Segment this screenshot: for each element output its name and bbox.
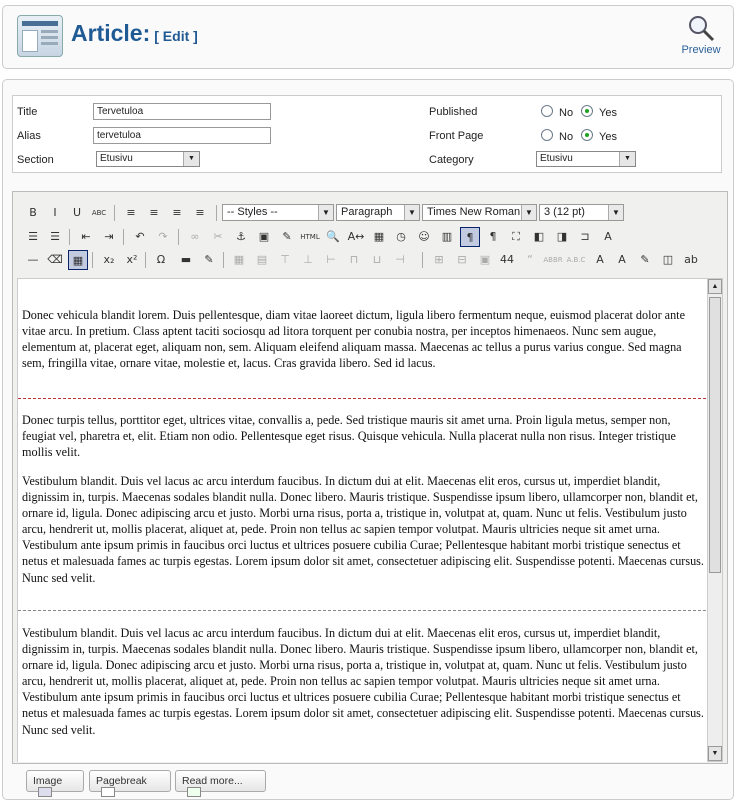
section-select[interactable]: Etusivu ▼ — [96, 151, 200, 167]
outdent-icon[interactable]: ⇤ — [81, 230, 91, 243]
title-label: Title — [17, 106, 38, 118]
redo-icon[interactable]: ↷ — [158, 230, 168, 243]
readmore-button[interactable] — [175, 770, 266, 792]
align-left-icon[interactable]: ≡ — [126, 206, 136, 219]
frontpage-no-radio[interactable] — [541, 129, 553, 141]
insert-date-icon[interactable]: ▦ — [373, 230, 385, 243]
align-justify-icon[interactable]: ≡ — [195, 206, 205, 219]
bold-icon[interactable]: B — [29, 206, 37, 219]
image-icon — [38, 787, 52, 797]
quote-icon[interactable]: “ — [527, 253, 533, 266]
superscript-icon[interactable]: x² — [126, 253, 138, 266]
hr-advanced-icon[interactable]: ▬ — [180, 253, 192, 266]
horizontal-rule-icon[interactable]: — — [27, 253, 39, 266]
col-before-icon[interactable]: ⊓ — [349, 253, 359, 266]
indent-icon[interactable]: ⇥ — [104, 230, 114, 243]
category-select[interactable]: Etusivu ▼ — [536, 151, 636, 167]
spellcheck-icon[interactable]: ab — [684, 253, 698, 266]
toolbar-separator — [123, 229, 124, 245]
section-label: Section — [17, 154, 54, 166]
frontpage-yes-radio[interactable] — [581, 129, 593, 141]
italic-icon[interactable]: I — [53, 206, 57, 219]
pagebreak-icon — [101, 787, 115, 797]
preview-button[interactable] — [676, 14, 726, 56]
toolbar-separator — [92, 252, 93, 268]
frontpage-yes-label: Yes — [599, 131, 617, 143]
readmore-button-label: Read more... — [182, 775, 243, 787]
readmore-line — [18, 610, 706, 611]
image-button-label: Image — [33, 775, 63, 787]
template-icon[interactable]: ◫ — [662, 253, 674, 266]
editor-scrollbar[interactable] — [707, 278, 723, 762]
frontpage-no-label: No — [559, 131, 574, 143]
merge-cells-icon[interactable]: ⊟ — [457, 253, 467, 266]
page-title: Article: [ Edit ] — [71, 20, 198, 46]
strikethrough-icon[interactable]: ABC — [91, 209, 107, 217]
pagebreak-line — [18, 398, 706, 399]
article-details — [12, 95, 722, 173]
font-select[interactable]: Times New Roman ▼ — [422, 204, 537, 221]
page-subtitle: [ Edit ] — [154, 28, 198, 44]
layer-back-icon[interactable]: ◨ — [556, 230, 568, 243]
styles-select[interactable]: -- Styles -- ▼ — [222, 204, 334, 221]
acronym-icon[interactable]: A.B.C — [566, 256, 586, 264]
toolbar-separator — [114, 205, 115, 221]
published-yes-radio[interactable] — [581, 105, 593, 117]
align-center-icon[interactable]: ≡ — [149, 206, 159, 219]
subscript-icon[interactable]: x₂ — [103, 253, 115, 266]
col-after-icon[interactable]: ⊔ — [372, 253, 382, 266]
image-button[interactable] — [26, 770, 84, 792]
numbered-list-icon[interactable]: ☰ — [50, 230, 60, 243]
paragraph-3: Vestibulum blandit. Duis vel lacus ac arcu interdum faucibus. In dictum dui at elit. Maecenas elit eros, cursus ut, imperdiet blandit, dignissim in, turpis. Maecenas sodales blandit nulla. Donec libero. Mauris tristique. Suspendisse ipsum libero, ullamcorper non, blandit et, ornare id, ligula. Donec adipiscing arcu et justo. Morbi urna risus, porta a, tristique in, volutpat at, quam. Nunc ut felis. Vestibulum justo arcu, hendrerit ut, mollis placerat, aliquet at, pede. Proin non tellus ac sapien tempor volutpat. Mauris ultricies neque sit amet urna. Vestibulum ante ipsum primis in faucibus orci luctus et ultrices posuere cubilia Curae; Pellentesque habitant morbi tristique senectus et netus et malesuada fames ac turpis egestas. Lorem ipsum dolor sit amet, consectetuer adipiscing elit. Suspendisse potenti. Maecenas cursus. Nunc sed velit. — [22, 474, 704, 585]
size-select[interactable]: 3 (12 pt) ▼ — [539, 204, 624, 221]
frontpage-label: Front Page — [429, 130, 484, 142]
anchor-icon[interactable]: ⚓ — [236, 230, 246, 243]
cell-props-icon[interactable]: ▣ — [479, 253, 491, 266]
edit-icon[interactable]: ✎ — [204, 253, 214, 266]
article-icon — [17, 15, 63, 57]
chevron-down-icon: ▼ — [521, 205, 536, 220]
row-before-icon[interactable]: ⊤ — [280, 253, 290, 266]
chevron-down-icon: ▼ — [183, 152, 199, 166]
unlink-icon[interactable]: ✂ — [213, 230, 223, 243]
attribs-icon[interactable]: ✎ — [640, 253, 650, 266]
text-color-icon[interactable]: A — [604, 230, 612, 243]
pagebreak-button[interactable] — [89, 770, 171, 792]
link-icon[interactable]: ∞ — [190, 230, 200, 243]
chevron-down-icon: ▼ — [619, 152, 635, 166]
toolbar-separator — [216, 205, 217, 221]
scroll-thumb[interactable] — [709, 297, 721, 573]
published-label: Published — [429, 106, 478, 118]
toolbar-row-3 — [20, 250, 720, 270]
image-icon[interactable]: ▣ — [258, 230, 270, 243]
format-select[interactable]: Paragraph ▼ — [336, 204, 420, 221]
alias-input[interactable] — [93, 127, 271, 144]
ltr-icon[interactable]: ¶ — [460, 227, 480, 247]
cleanup-icon[interactable]: ✎ — [282, 230, 292, 243]
paragraph-2: Donec turpis tellus, porttitor eget, ultrices vitae, convallis a, pede. Sed tristique mauris sit amet urna. Proin ligula metus, semper non, feugiat vel, pharetra et, elit. Etiam non odio. Pellentesque eget risus. Quisque vehicula. Nulla placerat nulla non risus. Integer tristique mollis velit. — [22, 413, 676, 460]
toolbar-separator — [178, 229, 179, 245]
scroll-up-icon[interactable]: ▲ — [708, 279, 722, 294]
toolbar-separator — [145, 252, 146, 268]
page-header — [2, 5, 734, 69]
undo-icon[interactable]: ↶ — [135, 230, 145, 243]
visual-aid-icon[interactable]: ▦ — [68, 250, 88, 270]
row-after-icon[interactable]: ⊥ — [303, 253, 313, 266]
rtl-icon[interactable]: ¶ — [489, 230, 497, 243]
published-no-radio[interactable] — [541, 105, 553, 117]
replace-icon[interactable]: A↔ — [347, 230, 365, 243]
chevron-down-icon: ▼ — [318, 205, 333, 220]
toolbar-row-1 — [20, 203, 720, 223]
toolbar-separator — [422, 252, 423, 268]
html-icon[interactable]: HTML — [300, 233, 320, 241]
cite-icon[interactable]: 44 — [500, 253, 514, 266]
table-props-icon[interactable]: ▤ — [256, 253, 268, 266]
pagebreak-button-label: Pagebreak — [96, 775, 147, 787]
editor-content[interactable] — [17, 278, 707, 762]
title-input[interactable] — [93, 103, 271, 120]
paragraph-1: Donec vehicula blandit lorem. Duis pellentesque, diam vitae laoreet dictum, ligula libero fermentum neque, euismod placerat dolor ante vitae arcu. In pretium. Class aptent taciti sociosqu ad litora torquent per conubia nostra, per inceptos himenaeos. Nunc sem augue, elementum at, placerat eget, aliquam non, sem. Aliquam eleifend aliquam massa. Maecenas ac tellus a purus varius congue. Sed magna sem, fringilla vitae, ornare vitae, molestie et, lacus. Cras gravida libero. Sed id lacus. — [22, 308, 685, 371]
align-right-icon[interactable]: ≡ — [172, 206, 182, 219]
chevron-down-icon: ▼ — [404, 205, 419, 220]
abbr-icon[interactable]: ABBR — [543, 256, 563, 264]
category-label: Category — [429, 154, 474, 166]
fullscreen-icon[interactable]: ⛶ — [512, 230, 520, 243]
media-icon[interactable]: ▥ — [441, 230, 453, 243]
insert-time-icon[interactable]: ◷ — [396, 230, 406, 243]
preview-label: Preview — [681, 44, 721, 56]
del-icon[interactable]: A — [618, 253, 626, 266]
magnifier-icon — [687, 14, 715, 42]
layer-icon[interactable]: ◧ — [533, 230, 545, 243]
emoticon-icon[interactable]: ☺ — [418, 230, 430, 243]
alias-label: Alias — [17, 130, 41, 142]
table-icon[interactable]: ▦ — [233, 253, 245, 266]
toolbar-separator — [223, 252, 224, 268]
remove-format-icon[interactable]: ⌫ — [47, 253, 63, 266]
delete-col-icon[interactable]: ⊣ — [395, 253, 405, 266]
ins-icon[interactable]: A — [596, 253, 604, 266]
underline-icon[interactable]: U — [72, 206, 82, 219]
readmore-icon — [187, 787, 201, 797]
bullet-list-icon[interactable]: ☰ — [28, 230, 38, 243]
paragraph-4: Vestibulum blandit. Duis vel lacus ac arcu interdum faucibus. In dictum dui at elit. Maecenas elit eros, cursus ut, imperdiet blandit, dignissim in, turpis. Maecenas sodales blandit nulla. Donec libero. Mauris tristique. Suspendisse ipsum libero, ullamcorper non, blandit et, ornare id, ligula. Donec adipiscing arcu et justo. Morbi urna risus, porta a, tristique in, volutpat at, quam. Nunc ut felis. Vestibulum justo arcu, hendrerit ut, mollis placerat, aliquet at, pede. Proin non tellus ac sapien tempor volutpat. Mauris ultricies neque sit amet urna. Vestibulum ante ipsum primis in faucibus orci luctus et ultrices posuere cubilia Curae; Pellentesque habitant morbi tristique senectus et netus et malesuada fames ac turpis egestas. Lorem ipsum dolor sit amet, consectetuer adipiscing elit. Suspendisse potenti. Maecenas cursus. Nunc sed velit. — [22, 626, 704, 737]
published-no-label: No — [559, 107, 574, 119]
scroll-down-icon[interactable]: ▼ — [708, 746, 722, 761]
split-cells-icon[interactable]: ⊞ — [434, 253, 444, 266]
special-char-icon[interactable]: Ω — [156, 253, 166, 266]
find-icon[interactable]: 🔍 — [326, 230, 340, 243]
toolbar-separator — [69, 229, 70, 245]
toolbar-row-2 — [20, 227, 720, 247]
chevron-down-icon: ▼ — [608, 205, 623, 220]
published-yes-label: Yes — [599, 107, 617, 119]
absolute-icon[interactable]: ⊐ — [580, 230, 590, 243]
delete-row-icon[interactable]: ⊢ — [326, 253, 336, 266]
